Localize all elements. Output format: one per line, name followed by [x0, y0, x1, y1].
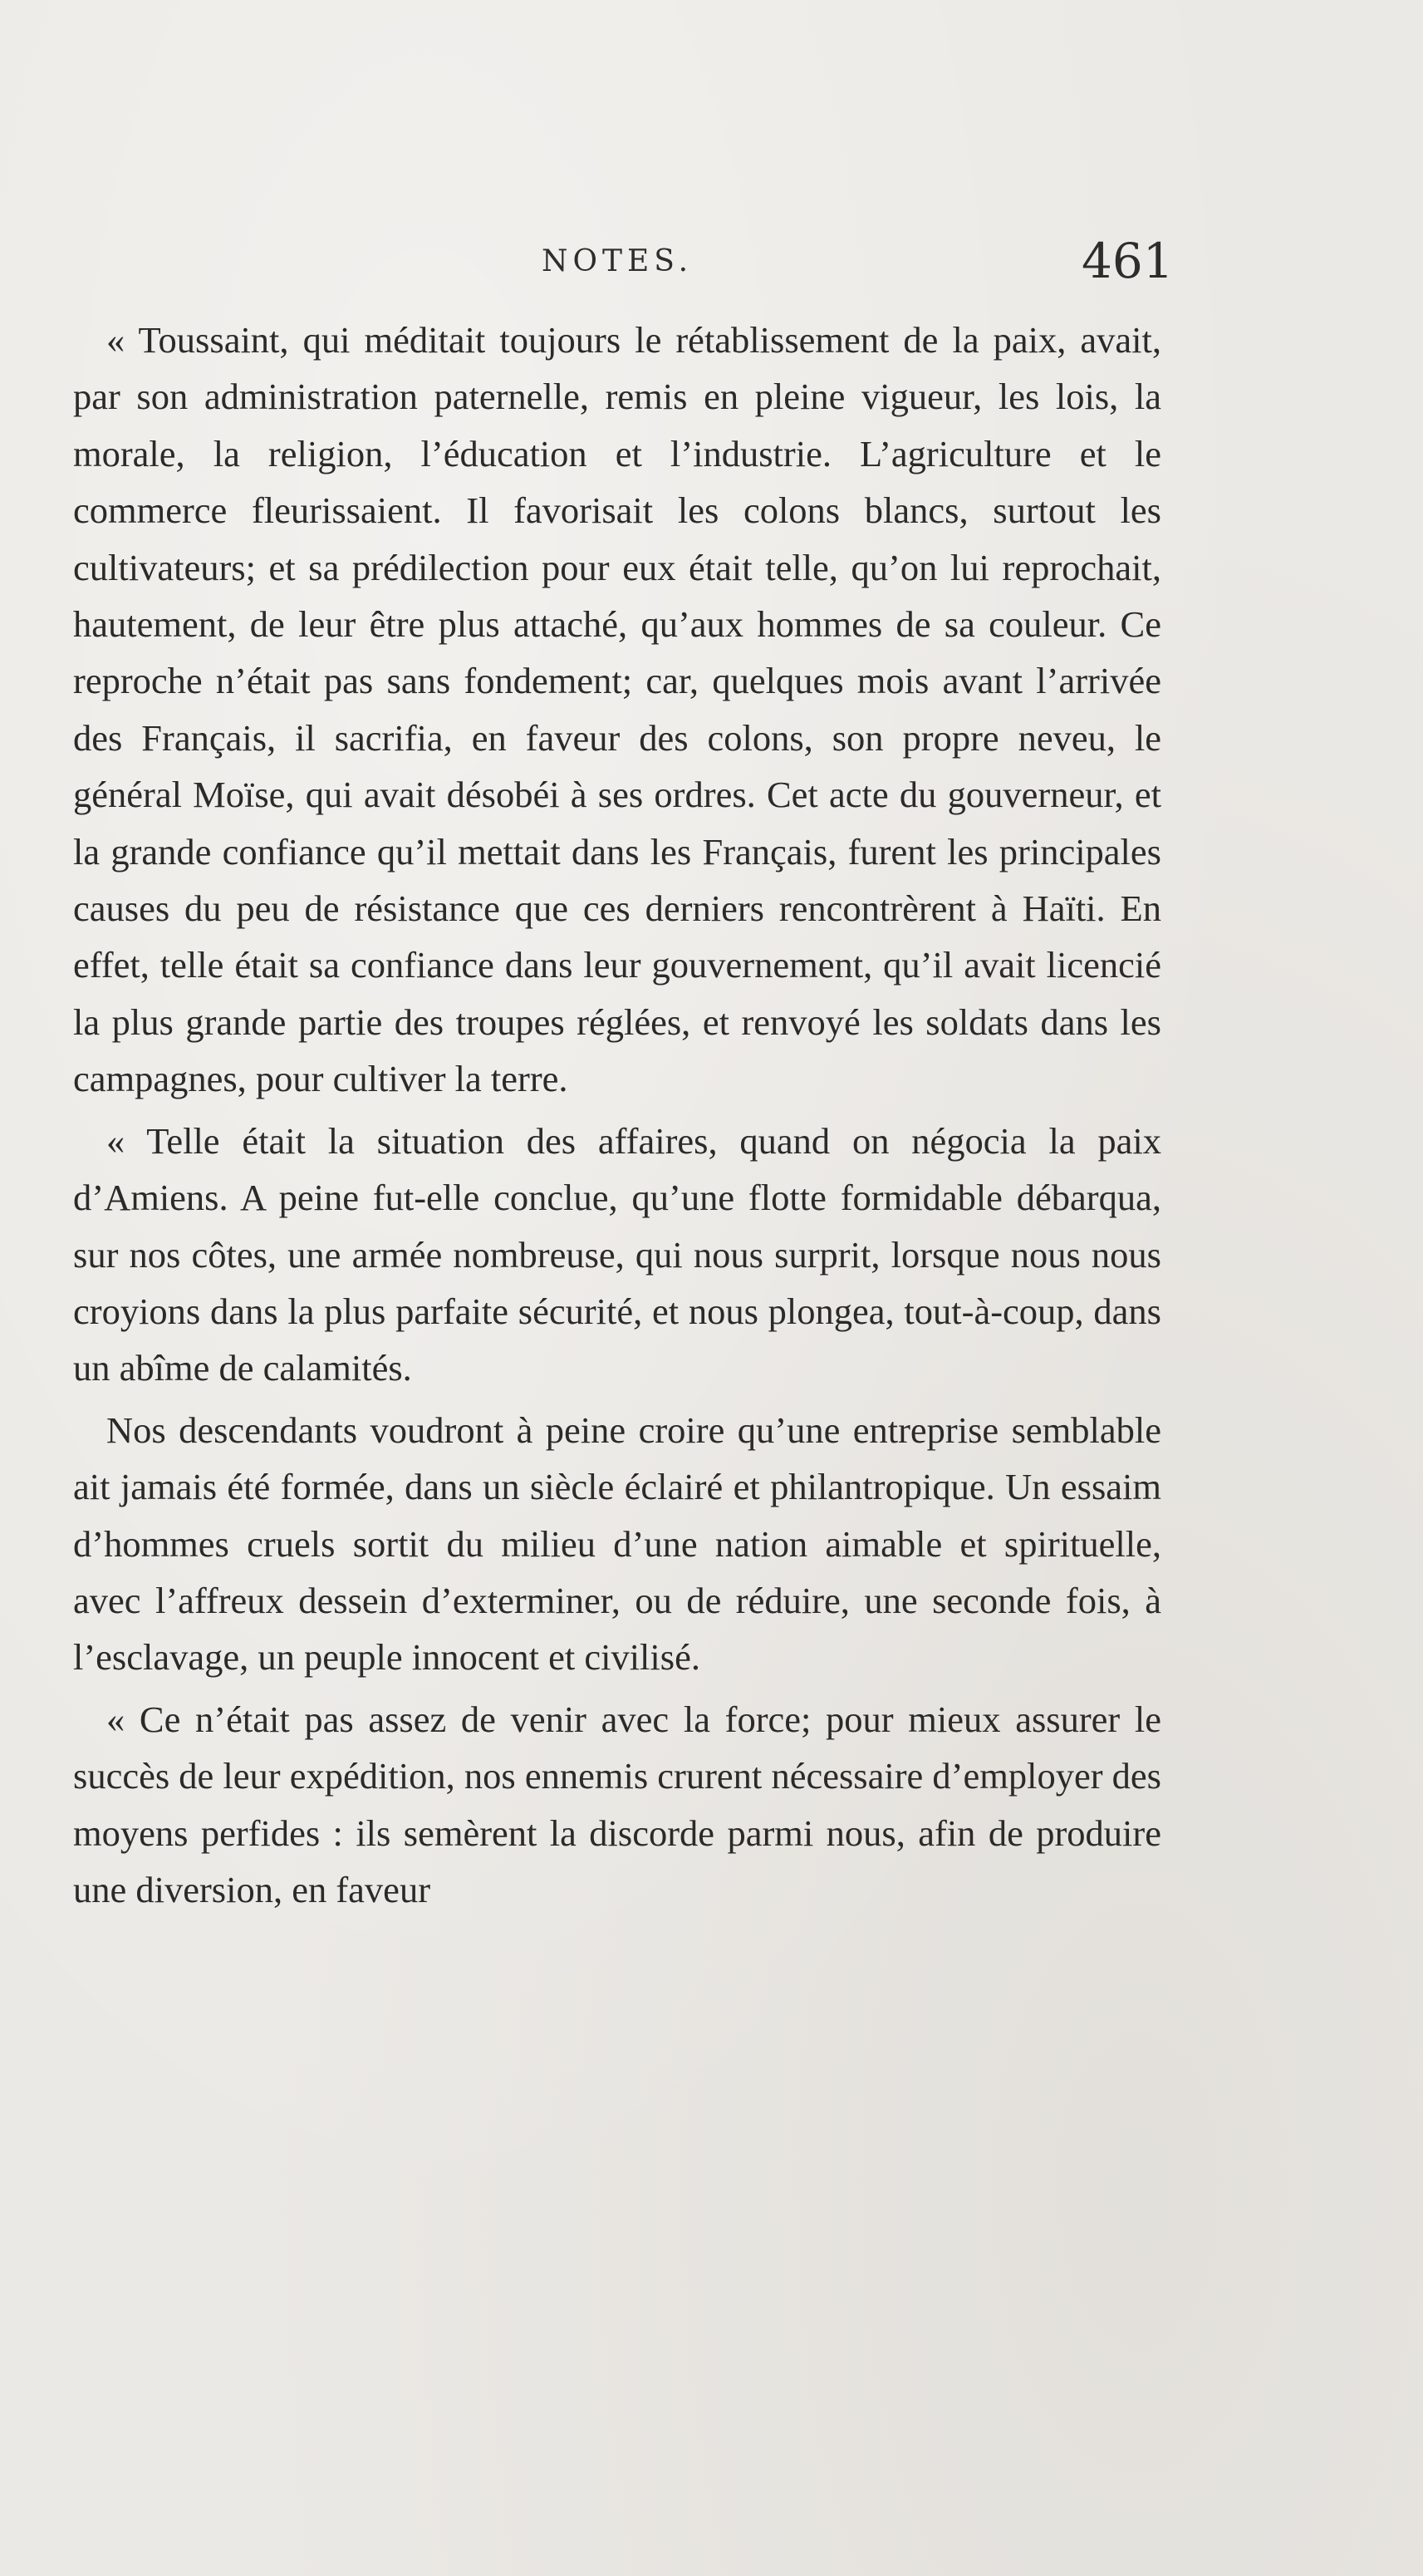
- paragraph-perfidious-means: « Ce n’était pas assez de venir avec la force; pour mieux assurer le succès de leur expédition, nos ennemis crurent nécessaire d’employer des moyens perfides : ils semèrent la discorde parmi nous, afin de produire une diversion, en faveur: [73, 1698, 1161, 1910]
- paragraph-descendants: Nos descendants voudront à peine croire qu’une entreprise semblable ait jamais été formée, dans un siècle éclairé et philantropique. Un essaim d’hommes cruels sortit du milieu d’une nation aimable et spirituelle, avec l’affreux dessein d’exterminer, ou de réduire, une seconde fois, à l’esclavage, un peuple innocent et civilisé.: [73, 1408, 1161, 1679]
- page-number: 461: [1082, 233, 1174, 289]
- body-text: [73, 312, 1161, 1918]
- paragraph-toussaint: « Toussaint, qui méditait toujours le rétablissement de la paix, avait, par son administration paternelle, remis en pleine vigueur, les lois, la morale, la religion, l’éducation et l’industrie. L’agriculture et le commerce fleurissaient. Il favorisait les colons blancs, surtout les cultivateurs; et sa prédilection pour eux était telle, qu’on lui reprochait, hautement, de leur être plus attaché, qu’aux hommes de sa couleur. Ce reproche n’était pas sans fondement; car, quelques mois avant l’arrivée des Français, il sacrifia, en faveur des colons, son propre neveu, le général Moïse, qui avait désobéi à ses ordres. Cet acte du gouverneur, et la grande confiance qu’il mettait dans les Français, furent les principales causes du peu de résistance que ces derniers rencontrèrent à Haïti. En effet, telle était sa confiance dans leur gouvernement, qu’il avait licencié la plus grande partie des troupes réglées, et renvoyé les soldats dans les campagnes, pour cultiver la terre.: [73, 319, 1161, 1100]
- page-header: [0, 233, 1423, 291]
- paragraph-peace-of-amiens: « Telle était la situation des affaires, quand on négocia la paix d’Amiens. A peine fut-elle conclue, qu’une flotte formidable débarqua, sur nos côtes, une armée nombreuse, qui nous surprit, lorsque nous nous croyions dans la plus parfaite sécurité, et nous plongea, tout-à-coup, dans un abîme de calamités.: [73, 1119, 1161, 1389]
- running-head: NOTES.: [542, 244, 694, 278]
